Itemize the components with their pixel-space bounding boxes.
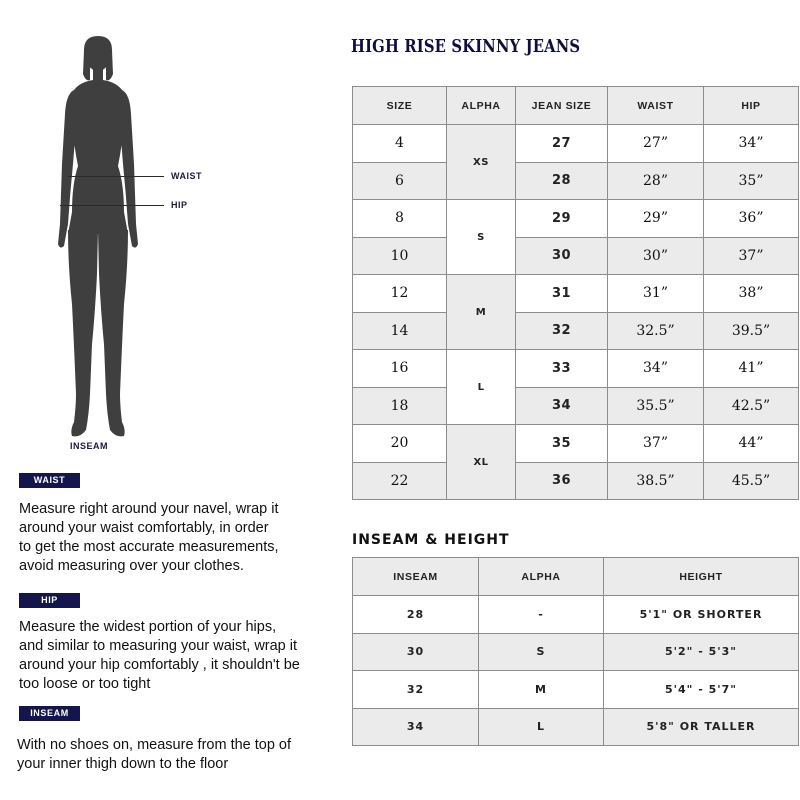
header-inseam: INSEAM — [353, 558, 479, 596]
hip-badge: HIP — [19, 593, 80, 608]
table-row — [353, 708, 799, 746]
waist-cell: 37” — [608, 425, 704, 463]
instruction-line: Measure the widest portion of your hips, — [19, 619, 277, 635]
table-row — [353, 200, 799, 238]
hip-measure-line — [60, 205, 164, 206]
size-cell: 12 — [353, 275, 447, 313]
inseam-header-row — [353, 558, 799, 596]
figure-waist-label: WAIST — [171, 171, 202, 181]
table-row — [353, 312, 799, 350]
jean-size-cell: 35 — [516, 425, 608, 463]
table-row — [353, 671, 799, 709]
hip-cell: 42.5” — [704, 387, 799, 425]
size-chart-title: HIGH RISE SKINNY JEANS — [351, 36, 581, 57]
size-cell: 14 — [353, 312, 447, 350]
jean-size-cell: 29 — [516, 200, 608, 238]
table-row — [353, 633, 799, 671]
table-row — [353, 596, 799, 634]
hip-cell: 41” — [704, 350, 799, 388]
instruction-line: your inner thigh down to the floor — [17, 756, 229, 772]
table-row — [353, 162, 799, 200]
instruction-line: too loose or too tight — [19, 676, 151, 692]
header-alpha: ALPHA — [479, 558, 604, 596]
instruction-line: Measure right around your navel, wrap it — [19, 501, 279, 517]
size-cell: 22 — [353, 462, 447, 500]
table-row — [353, 350, 799, 388]
table-row — [353, 237, 799, 275]
alpha-cell: XL — [447, 425, 516, 500]
figure-hip-label: HIP — [171, 200, 188, 210]
inseam-chart-title: INSEAM & HEIGHT — [352, 532, 510, 548]
hip-cell: 35” — [704, 162, 799, 200]
hip-cell: 38” — [704, 275, 799, 313]
jean-size-cell: 30 — [516, 237, 608, 275]
size-cell: 10 — [353, 237, 447, 275]
jean-size-cell: 34 — [516, 387, 608, 425]
height-cell: 5'1" OR SHORTER — [604, 596, 799, 634]
inseam-cell: 30 — [353, 633, 479, 671]
waist-cell: 35.5” — [608, 387, 704, 425]
size-cell: 18 — [353, 387, 447, 425]
hip-cell: 37” — [704, 237, 799, 275]
jean-size-cell: 27 — [516, 125, 608, 163]
instruction-line: around your hip comfortably , it shouldn't be — [19, 657, 300, 673]
table-row — [353, 275, 799, 313]
inseam-cell: 32 — [353, 671, 479, 709]
waist-cell: 28” — [608, 162, 704, 200]
inseam-instructions — [17, 736, 291, 774]
jean-size-cell: 32 — [516, 312, 608, 350]
jean-size-cell: 33 — [516, 350, 608, 388]
waist-cell: 29” — [608, 200, 704, 238]
waist-cell: 30” — [608, 237, 704, 275]
table-row — [353, 462, 799, 500]
height-cell: 5'8" OR TALLER — [604, 708, 799, 746]
alpha-cell: - — [479, 596, 604, 634]
instruction-line: avoid measuring over your clothes. — [19, 558, 244, 574]
header-jean-size: JEAN SIZE — [516, 87, 608, 125]
instruction-line: With no shoes on, measure from the top of — [17, 737, 292, 753]
hip-cell: 39.5” — [704, 312, 799, 350]
table-row — [353, 125, 799, 163]
alpha-cell: L — [479, 708, 604, 746]
header-height: HEIGHT — [604, 558, 799, 596]
inseam-chart-table — [352, 557, 799, 746]
alpha-cell: M — [479, 671, 604, 709]
alpha-cell: S — [479, 633, 604, 671]
hip-cell: 44” — [704, 425, 799, 463]
size-cell: 6 — [353, 162, 447, 200]
size-cell: 20 — [353, 425, 447, 463]
hip-cell: 45.5” — [704, 462, 799, 500]
woman-silhouette-icon — [40, 34, 160, 442]
waist-cell: 32.5” — [608, 312, 704, 350]
header-waist: WAIST — [608, 87, 704, 125]
size-cell: 4 — [353, 125, 447, 163]
inseam-badge: INSEAM — [19, 706, 80, 721]
size-cell: 16 — [353, 350, 447, 388]
jean-size-cell: 31 — [516, 275, 608, 313]
waist-instructions — [19, 500, 279, 576]
waist-cell: 31” — [608, 275, 704, 313]
header-alpha: ALPHA — [447, 87, 516, 125]
alpha-cell: S — [447, 200, 516, 275]
size-cell: 8 — [353, 200, 447, 238]
table-row — [353, 425, 799, 463]
waist-badge: WAIST — [19, 473, 80, 488]
size-header-row — [353, 87, 799, 125]
instruction-line: to get the most accurate measurements, — [19, 539, 279, 555]
alpha-cell: L — [447, 350, 516, 425]
waist-cell: 34” — [608, 350, 704, 388]
alpha-cell: XS — [447, 125, 516, 200]
hip-cell: 34” — [704, 125, 799, 163]
instruction-line: and similar to measuring your waist, wrap it — [19, 638, 298, 654]
hip-instructions — [19, 618, 300, 694]
header-hip: HIP — [704, 87, 799, 125]
waist-measure-line — [68, 176, 164, 177]
inseam-cell: 34 — [353, 708, 479, 746]
hip-cell: 36” — [704, 200, 799, 238]
jean-size-cell: 28 — [516, 162, 608, 200]
height-cell: 5'4" - 5'7" — [604, 671, 799, 709]
waist-cell: 27” — [608, 125, 704, 163]
jean-size-cell: 36 — [516, 462, 608, 500]
waist-cell: 38.5” — [608, 462, 704, 500]
instruction-line: around your waist comfortably, in order — [19, 520, 269, 536]
alpha-cell: M — [447, 275, 516, 350]
size-chart-table — [352, 86, 799, 500]
table-row — [353, 387, 799, 425]
inseam-cell: 28 — [353, 596, 479, 634]
figure-inseam-label: INSEAM — [70, 441, 109, 451]
header-size: SIZE — [353, 87, 447, 125]
height-cell: 5'2" - 5'3" — [604, 633, 799, 671]
